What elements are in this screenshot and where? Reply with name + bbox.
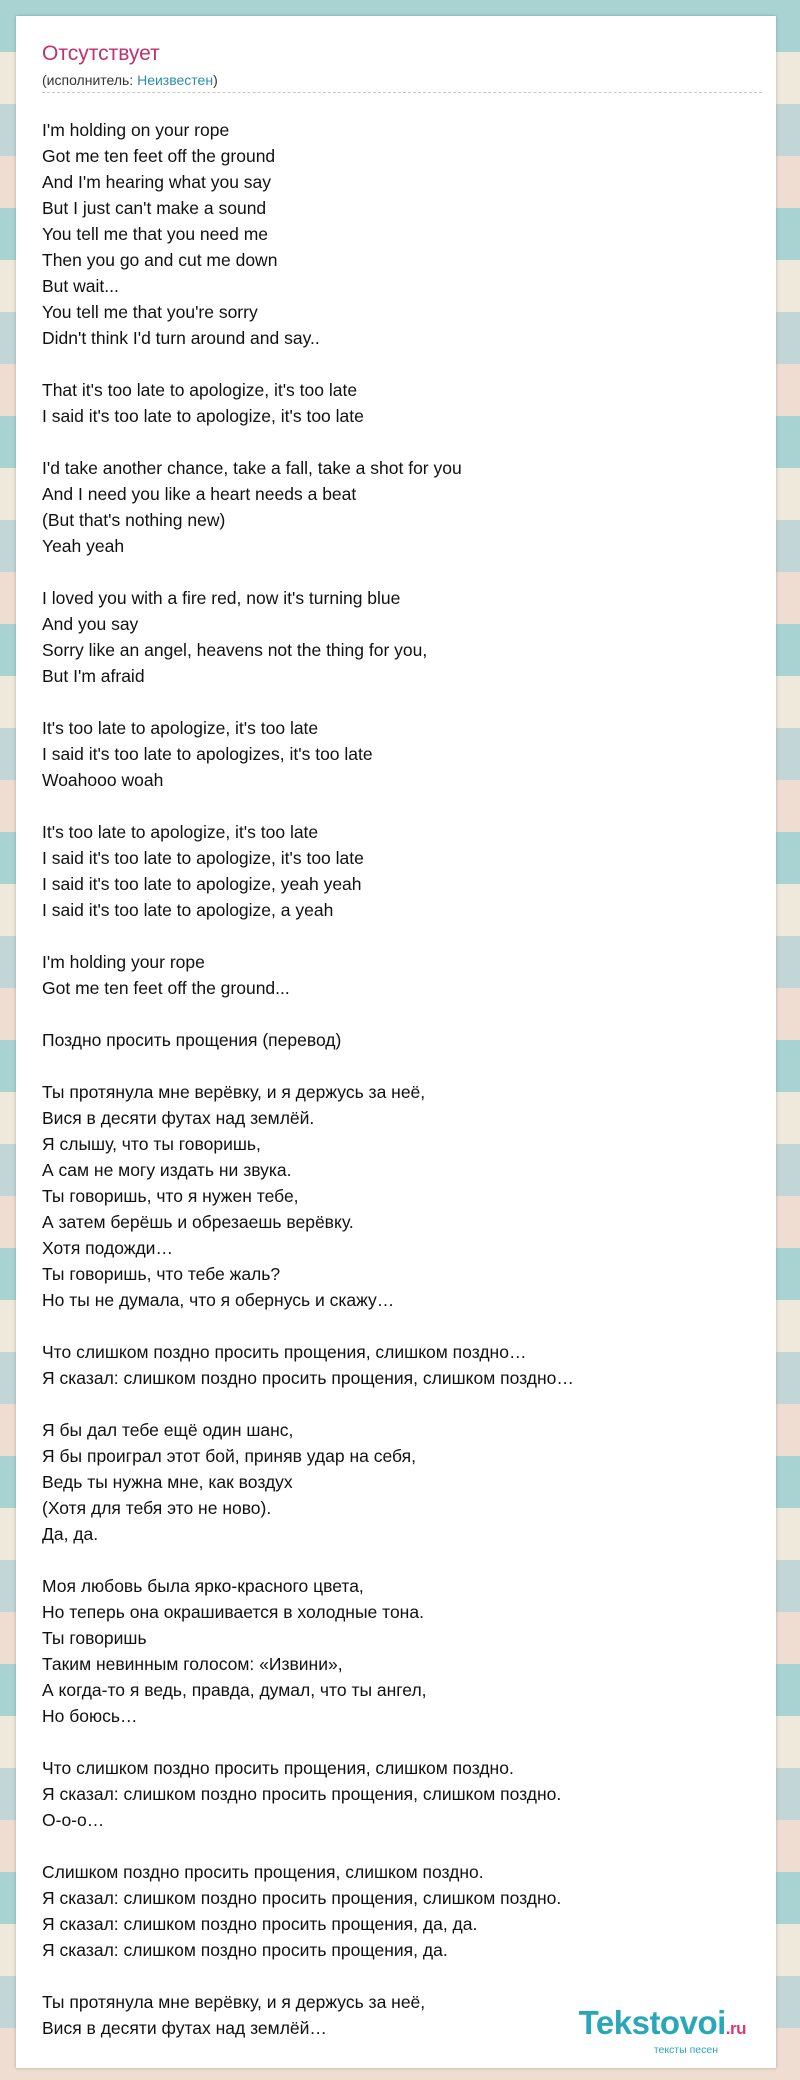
lyrics-blank-line [42, 793, 762, 819]
lyrics-line: Таким невинным голосом: «Извини», [42, 1654, 343, 1674]
lyrics-line: Then you go and cut me down [42, 250, 278, 270]
lyrics-line: I said it's too late to apologize, yeah yeah [42, 874, 362, 894]
lyrics-line: Ты говоришь [42, 1628, 147, 1648]
lyrics-blank-line [42, 1729, 762, 1755]
lyrics-line: I'm holding on your rope [42, 120, 230, 140]
logo-tagline: тексты песен [653, 2044, 718, 2056]
lyrics-text [42, 117, 762, 2041]
lyrics-blank-line [42, 1547, 762, 1573]
lyrics-blank-line [42, 351, 762, 377]
lyrics-line: I'd take another chance, take a fall, take a shot for you [42, 458, 462, 478]
song-artist-line [42, 72, 218, 88]
lyrics-blank-line [42, 1833, 762, 1859]
lyrics-line: Я бы дал тебе ещё один шанс, [42, 1420, 294, 1440]
lyrics-blank-line [42, 1001, 762, 1027]
lyrics-line: Я сказал: слишком поздно просить прощения, слишком поздно… [42, 1368, 574, 1388]
lyrics-blank-line [42, 1963, 762, 1989]
lyrics-blank-line [42, 1313, 762, 1339]
site-logo[interactable] [579, 2005, 746, 2056]
lyrics-line: And I need you like a heart needs a beat [42, 484, 357, 504]
lyrics-line: О-о-о… [42, 1810, 105, 1830]
lyrics-line: Я сказал: слишком поздно просить прощения, да, да. [42, 1914, 478, 1934]
lyrics-blank-line [42, 559, 762, 585]
lyrics-line: Got me ten feet off the ground [42, 146, 276, 166]
lyrics-line: And I'm hearing what you say [42, 172, 272, 192]
lyrics-line: Woahooo woah [42, 770, 164, 790]
lyrics-line: (Хотя для тебя это не ново). [42, 1498, 272, 1518]
lyrics-line: Yeah yeah [42, 536, 125, 556]
lyrics-line: Что слишком поздно просить прощения, слишком поздно. [42, 1758, 514, 1778]
lyrics-line: You tell me that you need me [42, 224, 269, 244]
lyrics-line: It's too late to apologize, it's too late [42, 718, 319, 738]
logo-brand-name: Tekstovoi [578, 2004, 726, 2041]
lyrics-blank-line [42, 923, 762, 949]
lyrics-line: Sorry like an angel, heavens not the thing for you, [42, 640, 428, 660]
lyrics-line: You tell me that you're sorry [42, 302, 258, 322]
song-title: Отсутствует [42, 42, 160, 65]
lyrics-line: Я сказал: слишком поздно просить прощения, слишком поздно. [42, 1784, 562, 1804]
lyrics-line: Да, да. [42, 1524, 99, 1544]
lyrics-line: Слишком поздно просить прощения, слишком поздно. [42, 1862, 484, 1882]
lyrics-line: А когда-то я ведь, правда, думал, что ты ангел, [42, 1680, 427, 1700]
lyrics-line: I'm holding your rope [42, 952, 205, 972]
lyrics-line: But wait... [42, 276, 119, 296]
lyrics-line: Ведь ты нужна мне, как воздух [42, 1472, 293, 1492]
artist-link[interactable]: Неизвестен [137, 72, 214, 88]
lyrics-line: I said it's too late to apologize, it's too late [42, 848, 364, 868]
lyrics-line: Ты протянула мне верёвку, и я держусь за неё, [42, 1082, 426, 1102]
logo-tld: .ru [725, 2019, 746, 2038]
lyrics-line: Вися в десяти футах над землёй. [42, 1108, 315, 1128]
lyrics-line: Ты говоришь, что тебе жаль? [42, 1264, 281, 1284]
lyrics-line: But I'm afraid [42, 666, 145, 686]
header-divider [42, 92, 762, 93]
lyrics-line: Got me ten feet off the ground... [42, 978, 290, 998]
lyrics-card [16, 16, 776, 2068]
lyrics-line: I loved you with a fire red, now it's turning blue [42, 588, 401, 608]
lyrics-line: Что слишком поздно просить прощения, слишком поздно… [42, 1342, 527, 1362]
artist-suffix: ) [213, 72, 218, 88]
lyrics-line: I said it's too late to apologizes, it's too late [42, 744, 373, 764]
lyrics-line: Моя любовь была ярко-красного цвета, [42, 1576, 364, 1596]
lyrics-line: Ты говоришь, что я нужен тебе, [42, 1186, 299, 1206]
lyrics-line: Но боюсь… [42, 1706, 138, 1726]
lyrics-line: Didn't think I'd turn around and say.. [42, 328, 320, 348]
lyrics-line: It's too late to apologize, it's too late [42, 822, 319, 842]
lyrics-line: А затем берёшь и обрезаешь верёвку. [42, 1212, 354, 1232]
lyrics-line: Я сказал: слишком поздно просить прощения, да. [42, 1940, 448, 1960]
lyrics-line: I said it's too late to apologize, a yeah [42, 900, 334, 920]
lyrics-blank-line [42, 429, 762, 455]
lyrics-line: Но ты не думала, что я обернусь и скажу… [42, 1290, 395, 1310]
lyrics-line: And you say [42, 614, 139, 634]
artist-prefix: (исполнитель: [42, 72, 138, 88]
lyrics-blank-line [42, 1053, 762, 1079]
logo-brand [579, 2005, 746, 2047]
lyrics-line: Вися в десяти футах над землёй… [42, 2018, 327, 2038]
lyrics-line: Но теперь она окрашивается в холодные тона. [42, 1602, 424, 1622]
lyrics-line: I said it's too late to apologize, it's too late [42, 406, 364, 426]
lyrics-line: Я сказал: слишком поздно просить прощения, слишком поздно. [42, 1888, 562, 1908]
lyrics-line: Я бы проиграл этот бой, приняв удар на себя, [42, 1446, 416, 1466]
lyrics-blank-line [42, 1391, 762, 1417]
lyrics-line: Хотя подожди… [42, 1238, 173, 1258]
lyrics-line: That it's too late to apologize, it's too late [42, 380, 358, 400]
lyrics-blank-line [42, 689, 762, 715]
lyrics-line: (But that's nothing new) [42, 510, 226, 530]
lyrics-line: Ты протянула мне верёвку, и я держусь за неё, [42, 1992, 426, 2012]
lyrics-line: Поздно просить прощения (перевод) [42, 1030, 342, 1050]
lyrics-line: But I just can't make a sound [42, 198, 267, 218]
lyrics-line: А сам не могу издать ни звука. [42, 1160, 292, 1180]
lyrics-line: Я слышу, что ты говоришь, [42, 1134, 261, 1154]
